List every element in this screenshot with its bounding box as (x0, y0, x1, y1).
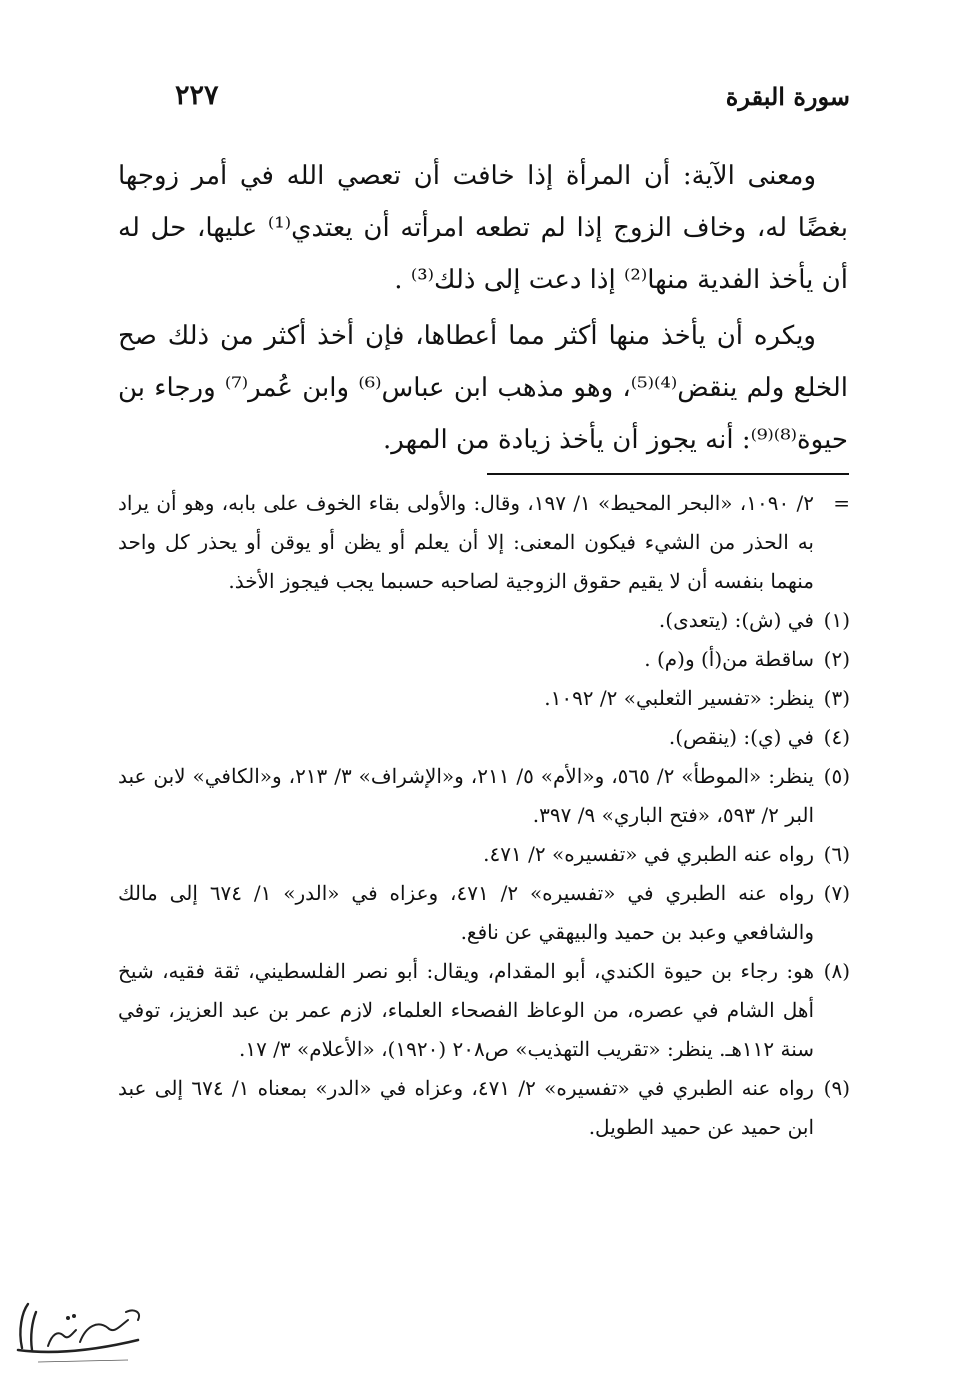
footnote-text: رواه عنه الطبري في «تفسيره» ٢/ ٤٧١، وعزاه في «الدر» ١/ ٦٧٤ إلى مالك والشافعي وعبد بن حميد والبيهقي عن نافع. (118, 881, 814, 944)
footnote-separator (487, 473, 849, 475)
footnote-text: ينظر: «تفسير الثعلبي» ٢/ ١٠٩٢. (544, 686, 814, 710)
footnote (118, 679, 850, 718)
footnote-marker: (٣) (823, 686, 850, 710)
main-paragraph: ومعنى الآية: أن المرأة إذا خافت أن تعصي الله في أمر زوجها بغضًا له، وخاف الزوج إذا لم تطعه امرأته أن يعتدي⁽¹⁾ عليها، حل له أن يأخذ الفدية منها⁽²⁾ إذا دعت إلى ذلك⁽³⁾ . (118, 161, 848, 295)
footnote-marker: (٤) (823, 725, 850, 749)
footnote-text: في (ي): (ينقص). (668, 725, 814, 749)
footnote-text: رواه عنه الطبري في «تفسيره» ٢/ ٤٧١، وعزاه في «الدر» بمعناه ١/ ٦٧٤ إلى عبد ابن حميد عن حميد الطويل. (118, 1076, 814, 1139)
page-number: ٢٢٧ (175, 80, 219, 111)
main-paragraph: ويكره أن يأخذ منها أكثر مما أعطاها، فإن أخذ أكثر من ذلك صح الخلع ولم ينقض⁽⁴⁾⁽⁵⁾، وهو مذهب ابن عباس⁽⁶⁾ وابن عُمر⁽⁷⁾ ورجاء بن حيوة⁽⁸⁾⁽⁹⁾: أنه يجوز أن يأخذ زيادة من المهر. (118, 321, 848, 455)
footnote-marker: (٦) (823, 842, 850, 866)
footnote-text: هو: رجاء بن حيوة الكندي، أبو المقدام، ويقال: أبو نصر الفلسطيني، ثقة فقيه، شيخ أهل الشام في عصره، من الوعاظ الفصحاء العلماء، لازم عمر بن عبد العزيز، توفي سنة ١١٢هـ. ينظر: «تقريب التهذيب» ص٢٠٨ (١٩٢٠)، «الأعلام» ٣/ ١٧. (118, 959, 814, 1061)
footnote (118, 601, 850, 640)
footnote (118, 952, 850, 1069)
footnote-text: ٢/ ١٠٩٠، «البحر المحيط» ١/ ١٩٧، وقال: والأولى بقاء الخوف على بابه، وهو أن يراد به الحذر من الشيء فيكون المعنى: إلا أن يعلم أو يظن أو يوقن أو يحذر كل واحد منهما بنفسه أن لا يقيم حقوق الزوجية لصاحبه حسبما يجب فيجوز الأخذ. (118, 491, 814, 593)
footnote-marker: (١) (823, 608, 850, 632)
surah-title: سورة البقرة (725, 82, 850, 111)
footnote (118, 1069, 850, 1147)
footnote-text: في (ش): (يتعدى). (658, 608, 814, 632)
footnote (118, 640, 850, 679)
footnote-marker: (٨) (823, 959, 850, 983)
footnote-marker: = (833, 491, 850, 515)
footnote-marker: (٩) (823, 1076, 850, 1100)
footnote (118, 835, 850, 874)
footnote-marker: (٥) (823, 764, 850, 788)
footnote (118, 718, 850, 757)
footnote (118, 484, 850, 601)
footnote-text: رواه عنه الطبري في «تفسيره» ٢/ ٤٧١. (483, 842, 814, 866)
footnotes (118, 484, 850, 1147)
footnote-marker: (٧) (823, 881, 850, 905)
footnote-text: ساقطة من(أ) و(م) . (644, 647, 814, 671)
footnote (118, 757, 850, 835)
main-text (118, 150, 848, 466)
footnote (118, 874, 850, 952)
watermark-logo (8, 1290, 158, 1372)
footnote-text: ينظر: «الموطأ» ٢/ ٥٦٥، و«الأم» ٥/ ٢١١، و«الإشراف» ٣/ ٢١٣، و«الكافي» لابن عبد البر ٢/ ٥٩٣، «فتح الباري» ٩/ ٣٩٧. (118, 764, 814, 827)
footnote-marker: (٢) (823, 647, 850, 671)
page-header (150, 82, 850, 122)
